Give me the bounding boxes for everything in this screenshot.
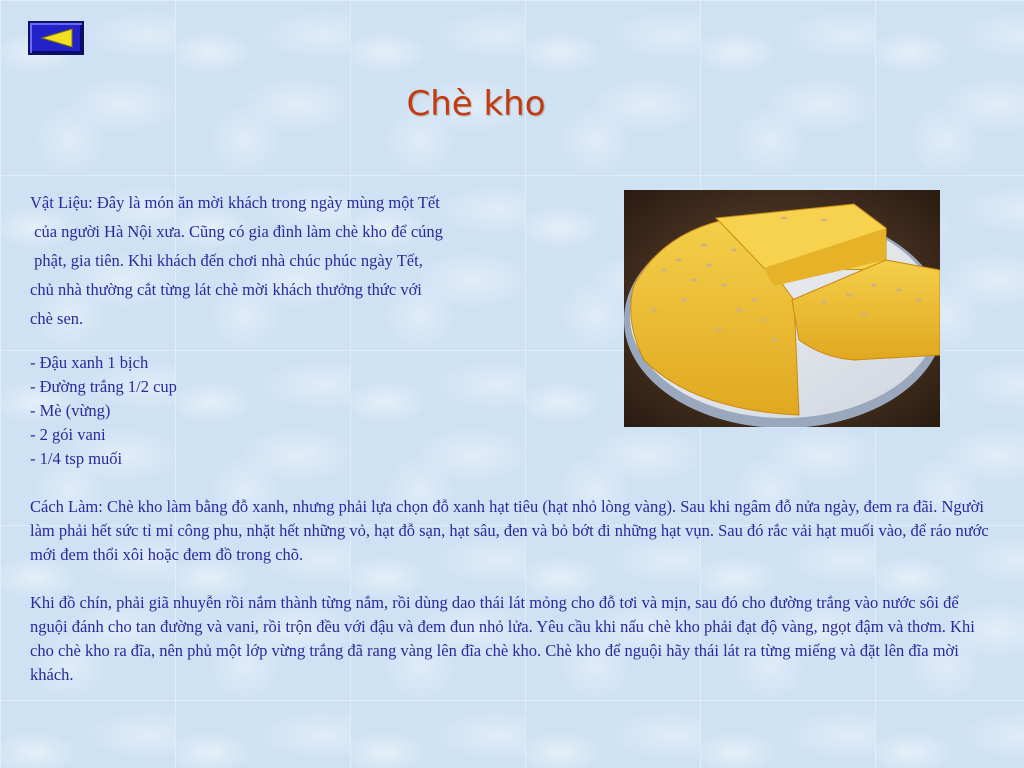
ingredient-item: - 1/4 tsp muối bbox=[30, 449, 123, 468]
cooking-paragraph: Khi đồ chín, phải giã nhuyễn rồi nắm thành từng nắm, rồi dùng dao thái lát mỏng cho đỗ tơi và mịn, sau đó cho đường trắng vào nước sôi để nguội đánh cho tan đường và vani, rồi trộn đều với đậu và đem đun nhỏ lửa. Yêu cầu khi nấu chè kho phải đạt độ vàng, ngọt đậm và thơm. Khi cho chè kho ra đĩa, nên phủ một lớp vừng trắng đã rang vàng lên đĩa chè kho. Chè kho để nguội hãy thái lát ra từng miếng và đặt lên đĩa mời khách. bbox=[30, 593, 975, 684]
intro-line: phật, gia tiên. Khi khách đến chơi nhà chúc phúc ngày Tết, bbox=[30, 251, 423, 270]
intro-line: chủ nhà thường cắt từng lát chè mời khách thưởng thức với bbox=[30, 280, 422, 299]
ingredient-item: - Đường trắng 1/2 cup bbox=[30, 377, 177, 396]
intro-line: của người Hà Nội xưa. Cũng có gia đình làm chè kho để cúng bbox=[30, 222, 443, 241]
ingredient-item: - Mè (vừng) bbox=[30, 401, 111, 420]
intro-line: chè sen. bbox=[30, 309, 84, 328]
back-button[interactable] bbox=[28, 21, 84, 55]
intro-line: Vật Liệu: Đây là món ăn mời khách trong ngày mùng một Tết bbox=[30, 193, 440, 212]
dessert-photo bbox=[624, 190, 940, 427]
triangle-left-icon bbox=[38, 27, 76, 49]
ingredient-item: - Đậu xanh 1 bịch bbox=[30, 353, 149, 372]
method-paragraph: Cách Làm: Chè kho làm bằng đỗ xanh, nhưng phải lựa chọn đỗ xanh hạt tiêu (hạt nhỏ lòng vàng). Sau khi ngâm đỗ nửa ngày, đem ra đãi. Người làm phải hết sức tỉ mỉ công phu, nhặt hết những vỏ, hạt đỗ sạn, hạt sâu, đen và bỏ bớt đi những hạt vụn. Sau đó rắc vải hạt muối vào, để ráo nước mới đem thổi xôi hoặc đem đồ trong chõ. bbox=[30, 497, 989, 564]
ingredient-item: - 2 gói vani bbox=[30, 425, 106, 444]
page-title: Chè kho bbox=[406, 84, 546, 124]
